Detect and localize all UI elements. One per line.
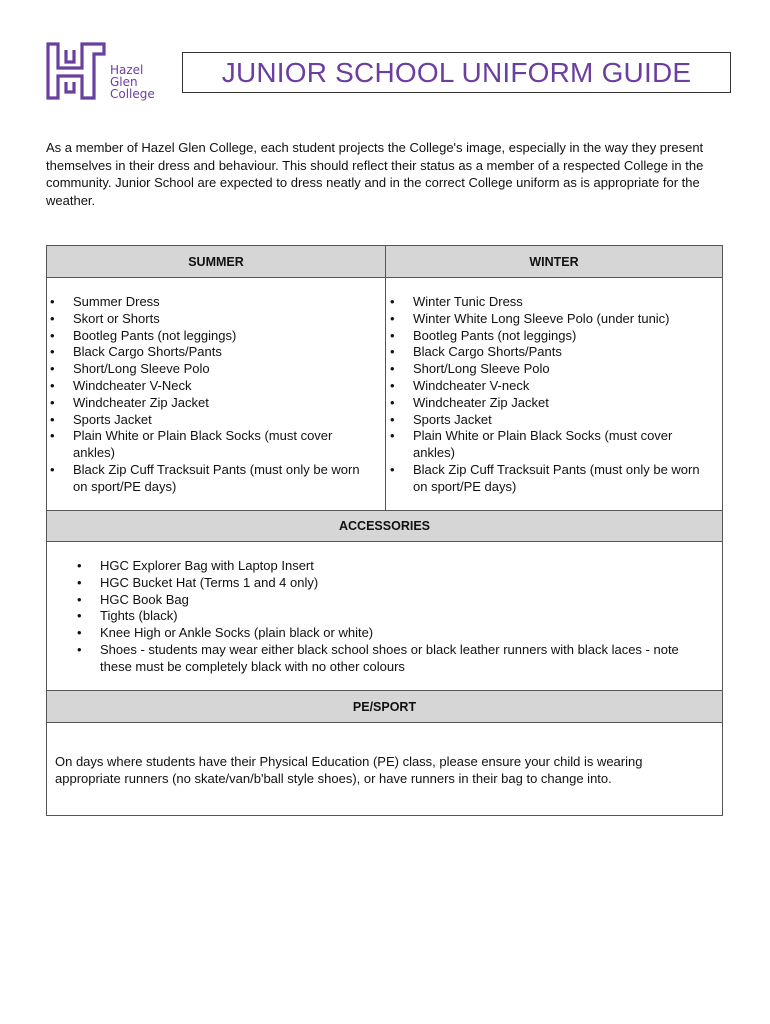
list-item: • Knee High or Ankle Socks (plain black or white)	[74, 625, 714, 642]
logo-line: Glen	[110, 75, 138, 89]
list-item: • Winter Tunic Dress	[387, 294, 717, 311]
summer-heading	[47, 246, 385, 277]
list-item: • Black Zip Cuff Tracksuit Pants (must only be worn on sport/PE days)	[47, 462, 377, 496]
list-item: • Skort or Shorts	[47, 311, 377, 328]
logo-wordmark	[110, 64, 155, 100]
intro-paragraph: As a member of Hazel Glen College, each student projects the College's image, especially in the way they present themselves in their dress and behaviour. This should reflect their status as a member of a respected College in the community. Junior School are expected to dress neatly and in the correct College uniform as is appropriate for the weather.	[46, 140, 704, 208]
list-item: • HGC Explorer Bag with Laptop Insert	[74, 558, 714, 575]
accessories-heading	[47, 511, 722, 541]
list-item: • Black Zip Cuff Tracksuit Pants (must only be worn on sport/PE days)	[387, 462, 717, 496]
list-item: • Windcheater Zip Jacket	[387, 395, 717, 412]
winter-heading	[386, 246, 722, 277]
list-item: • Windcheater Zip Jacket	[47, 395, 377, 412]
page-title: JUNIOR SCHOOL UNIFORM GUIDE	[221, 56, 692, 88]
list-item: • Shoes - students may wear either black school shoes or black leather runners with black laces - note these must be completely black with no other colours	[74, 642, 714, 676]
list-item: • Black Cargo Shorts/Pants	[387, 344, 717, 361]
list-item: • HGC Bucket Hat (Terms 1 and 4 only)	[74, 575, 714, 592]
uniform-table	[46, 245, 723, 816]
list-item: • Summer Dress	[47, 294, 377, 311]
winter-list	[387, 294, 717, 496]
list-item: • Bootleg Pants (not leggings)	[47, 328, 377, 345]
list-item: • Plain White or Plain Black Socks (must cover ankles)	[387, 428, 717, 462]
accessories-list	[74, 558, 714, 676]
summer-heading-label: SUMMER	[188, 254, 244, 269]
pe-text: On days where students have their Physical Education (PE) class, please ensure your child is wearing appropriate runners (no skate/van/b'ball style shoes), or have runners in their bag to change into.	[55, 754, 643, 786]
list-item: • Winter White Long Sleeve Polo (under tunic)	[387, 311, 717, 328]
college-logo	[46, 42, 166, 102]
list-item: • Sports Jacket	[47, 412, 377, 429]
list-item: • HGC Book Bag	[74, 592, 714, 609]
list-item: • Short/Long Sleeve Polo	[387, 361, 717, 378]
list-item: • Windcheater V-neck	[387, 378, 717, 395]
logo-line: Hazel	[110, 63, 144, 77]
list-item: • Black Cargo Shorts/Pants	[47, 344, 377, 361]
pe-heading-label: PE/SPORT	[352, 699, 417, 714]
summer-list	[47, 294, 377, 496]
list-item: • Windcheater V-Neck	[47, 378, 377, 395]
divider	[47, 722, 722, 723]
title-box	[182, 52, 731, 93]
divider	[385, 246, 386, 511]
logo-line: College	[110, 87, 155, 101]
list-item: • Plain White or Plain Black Socks (must cover ankles)	[47, 428, 377, 462]
list-item: • Short/Long Sleeve Polo	[47, 361, 377, 378]
pe-heading	[47, 691, 722, 722]
list-item: • Tights (black)	[74, 608, 714, 625]
winter-heading-label: WINTER	[529, 254, 579, 269]
list-item: • Sports Jacket	[387, 412, 717, 429]
hazel-glen-logo-icon	[46, 42, 106, 100]
list-item: • Bootleg Pants (not leggings)	[387, 328, 717, 345]
accessories-heading-label: ACCESSORIES	[339, 519, 430, 533]
divider	[47, 541, 722, 542]
